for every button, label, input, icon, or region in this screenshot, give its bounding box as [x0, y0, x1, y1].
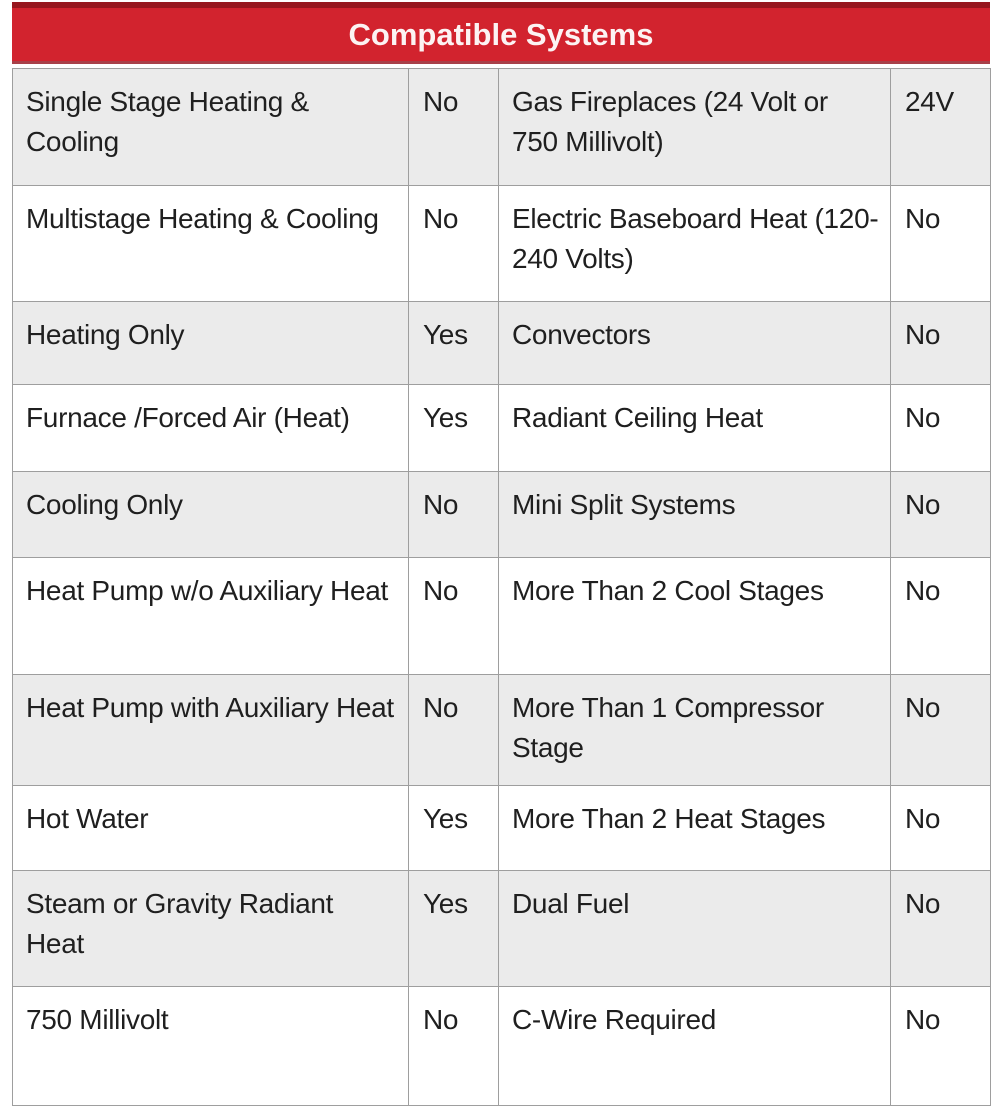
- table-row: [13, 186, 991, 302]
- compatibility-value-cell: No: [409, 69, 499, 186]
- compatibility-value-cell: No: [409, 558, 499, 675]
- system-name-cell: More Than 2 Cool Stages: [499, 558, 891, 675]
- system-name-cell: C-Wire Required: [499, 987, 891, 1106]
- compatibility-value-cell: No: [891, 871, 991, 987]
- compatibility-value-cell: No: [891, 558, 991, 675]
- system-name-cell: Multistage Heating & Cooling: [13, 186, 409, 302]
- system-name-cell: Furnace /Forced Air (Heat): [13, 385, 409, 472]
- compatibility-value-cell: No: [891, 302, 991, 385]
- compatibility-value-cell: No: [891, 675, 991, 786]
- system-name-cell: 750 Millivolt: [13, 987, 409, 1106]
- compatibility-value-cell: No: [409, 472, 499, 558]
- system-name-cell: More Than 1 Compressor Stage: [499, 675, 891, 786]
- system-name-cell: Cooling Only: [13, 472, 409, 558]
- compatibility-value-cell: No: [891, 987, 991, 1106]
- system-name-cell: Hot Water: [13, 786, 409, 871]
- compatible-systems-table: [12, 68, 991, 1106]
- compatibility-value-cell: Yes: [409, 302, 499, 385]
- compatibility-value-cell: No: [409, 675, 499, 786]
- table-row: [13, 302, 991, 385]
- system-name-cell: Electric Baseboard Heat (120-240 Volts): [499, 186, 891, 302]
- compatibility-value-cell: No: [409, 186, 499, 302]
- system-name-cell: Heat Pump w/o Auxiliary Heat: [13, 558, 409, 675]
- table-row: [13, 786, 991, 871]
- system-name-cell: Heating Only: [13, 302, 409, 385]
- system-name-cell: More Than 2 Heat Stages: [499, 786, 891, 871]
- system-name-cell: Heat Pump with Auxiliary Heat: [13, 675, 409, 786]
- table-row: [13, 69, 991, 186]
- compatibility-value-cell: Yes: [409, 786, 499, 871]
- table-row: [13, 871, 991, 987]
- table-title: Compatible Systems: [348, 16, 654, 52]
- system-name-cell: Convectors: [499, 302, 891, 385]
- table-row: [13, 385, 991, 472]
- table-header-bar: [12, 2, 990, 64]
- system-name-cell: Gas Fireplaces (24 Volt or 750 Millivolt): [499, 69, 891, 186]
- system-name-cell: Steam or Gravity Radiant Heat: [13, 871, 409, 987]
- compatibility-value-cell: No: [891, 786, 991, 871]
- table-row: [13, 675, 991, 786]
- compatibility-value-cell: No: [891, 186, 991, 302]
- compatibility-value-cell: Yes: [409, 385, 499, 472]
- table-row: [13, 472, 991, 558]
- table-row: [13, 558, 991, 675]
- compatibility-value-cell: No: [891, 385, 991, 472]
- system-name-cell: Dual Fuel: [499, 871, 891, 987]
- compatibility-value-cell: 24V: [891, 69, 991, 186]
- table-row: [13, 987, 991, 1106]
- compatibility-value-cell: Yes: [409, 871, 499, 987]
- compatibility-value-cell: No: [409, 987, 499, 1106]
- compatibility-sheet: [12, 2, 990, 1106]
- compatibility-value-cell: No: [891, 472, 991, 558]
- system-name-cell: Radiant Ceiling Heat: [499, 385, 891, 472]
- system-name-cell: Single Stage Heating & Cooling: [13, 69, 409, 186]
- system-name-cell: Mini Split Systems: [499, 472, 891, 558]
